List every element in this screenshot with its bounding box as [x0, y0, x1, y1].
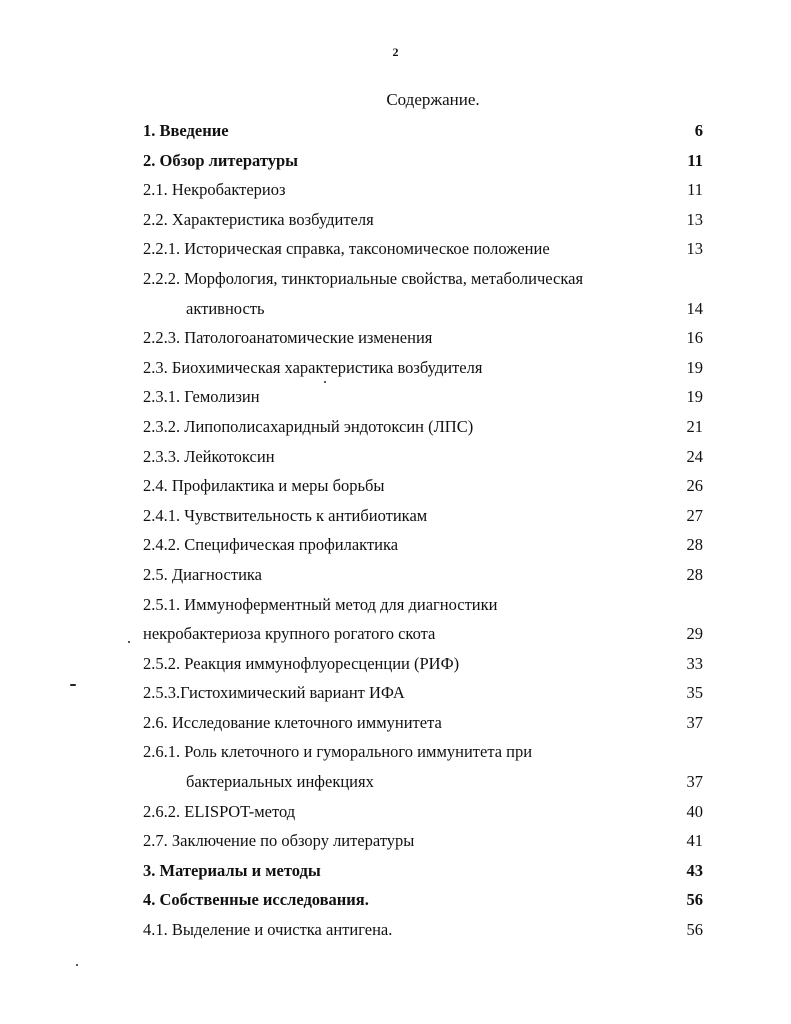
toc-entry-label: 2.3.3. Лейкотоксин: [143, 446, 275, 466]
toc-entry: [143, 856, 703, 886]
toc-entry-label: 2.1. Некробактериоз: [143, 180, 286, 200]
toc-entry-label: 2.5.3.Гистохимический вариант ИФА: [143, 683, 405, 703]
toc-entry: [143, 590, 703, 620]
toc-entry: [143, 885, 703, 915]
toc-entry-page: 29: [686, 624, 703, 644]
toc-entry: [143, 915, 703, 945]
toc-entry-label: 1. Введение: [143, 121, 229, 140]
toc-entry-label: 2.5.1. Иммуноферментный метод для диагностики: [143, 594, 498, 614]
scan-speck: [128, 641, 130, 643]
toc-entry-label: бактериальных инфекциях: [186, 772, 374, 792]
toc-entry: [143, 146, 703, 176]
toc-entry-label: 4. Собственные исследования.: [143, 890, 369, 910]
toc-entry-label: 2.6. Исследование клеточного иммунитета: [143, 712, 442, 732]
toc-entry-page: 19: [686, 387, 703, 407]
toc-entry-page: 6: [694, 121, 703, 140]
toc-entry-label: 2.2.2. Морфология, тинкториальные свойства, метаболическая: [143, 268, 584, 288]
toc-entry: [143, 708, 703, 738]
table-of-contents: [143, 116, 703, 945]
toc-entry-page: 13: [686, 209, 703, 229]
toc-entry: [143, 412, 703, 442]
toc-entry: [143, 471, 703, 501]
toc-entry-label: 2.4.2. Специфическая профилактика: [143, 535, 399, 555]
scan-speck: [76, 964, 78, 966]
toc-entry-page: 16: [686, 328, 703, 348]
toc-entry-page: 35: [686, 683, 703, 703]
toc-entry-label: 4.1. Выделение и очистка антигена.: [143, 920, 393, 940]
toc-entry-page: 56: [686, 890, 703, 910]
toc-entry-label: 2.5. Диагностика: [143, 564, 262, 584]
toc-entry: [143, 530, 703, 560]
toc-entry: [143, 175, 703, 205]
toc-entry: [143, 560, 703, 590]
toc-entry-page: 43: [686, 860, 703, 880]
toc-entry-page: 37: [686, 712, 703, 732]
toc-entry-label: 2.7. Заключение по обзору литературы: [143, 831, 415, 851]
toc-entry: [143, 678, 703, 708]
toc-entry: [143, 619, 703, 649]
toc-entry-label: 2.5.2. Реакция иммунофлуоресценции (РИФ): [143, 653, 460, 673]
toc-entry-page: 41: [686, 831, 703, 851]
toc-entry: [143, 116, 703, 146]
toc-entry-label: 3. Материалы и методы: [143, 860, 321, 880]
toc-entry: [143, 323, 703, 353]
toc-entry-label: 2. Обзор литературы: [143, 150, 299, 170]
toc-entry: [143, 353, 703, 383]
toc-entry-label: некробактериоза крупного рогатого скота: [143, 624, 436, 644]
toc-entry-page: 33: [686, 653, 703, 673]
toc-entry-page: 11: [687, 180, 703, 200]
toc-entry-page: 37: [686, 772, 703, 792]
toc-entry-page: 27: [686, 505, 703, 525]
toc-entry: [143, 767, 703, 797]
toc-entry-label: 2.2. Характеристика возбудителя: [143, 209, 374, 229]
toc-entry-page: 13: [686, 239, 703, 259]
toc-title: Содержание.: [386, 90, 480, 109]
toc-entry-page: 19: [686, 357, 703, 377]
toc-entry-page: 28: [686, 535, 703, 555]
toc-entry-label: 2.2.1. Историческая справка, таксономическое положение: [143, 239, 550, 259]
toc-entry-label: 2.3.1. Гемолизин: [143, 387, 260, 407]
toc-entry: [143, 442, 703, 472]
scan-speck: [70, 684, 76, 686]
toc-entry-label: 2.4.1. Чувствительность к антибиотикам: [143, 505, 428, 525]
toc-entry: [143, 264, 703, 294]
toc-entry-label: 2.3. Биохимическая характеристика возбудителя: [143, 357, 483, 377]
toc-entry-page: 21: [686, 416, 703, 436]
toc-entry-page: 24: [686, 446, 703, 466]
page-number: 2: [392, 45, 399, 59]
toc-entry-label: 2.6.1. Роль клеточного и гуморального иммунитета при: [143, 742, 533, 762]
toc-entry: [143, 294, 703, 324]
scan-speck: [324, 381, 326, 383]
toc-entry-page: 40: [686, 801, 703, 821]
toc-entry-label: 2.3.2. Липополисахаридный эндотоксин (ЛПС): [143, 416, 474, 436]
toc-entry: [143, 797, 703, 827]
toc-entry: [143, 205, 703, 235]
toc-entry-page: 14: [686, 298, 703, 318]
toc-entry-page: 28: [686, 564, 703, 584]
toc-entry: [143, 649, 703, 679]
toc-entry-label: 2.6.2. ELISPOT-метод: [143, 801, 296, 821]
toc-entry-page: 56: [686, 920, 703, 940]
toc-entry-page: 11: [687, 150, 703, 170]
toc-entry-page: 26: [686, 476, 703, 496]
toc-entry: [143, 382, 703, 412]
toc-entry: [143, 501, 703, 531]
toc-entry: [143, 234, 703, 264]
toc-entry-label: 2.4. Профилактика и меры борьбы: [143, 476, 385, 496]
toc-entry-label: 2.2.3. Патологоанатомические изменения: [143, 328, 433, 348]
toc-entry-label: активность: [186, 298, 265, 318]
toc-entry: [143, 826, 703, 856]
toc-entry: [143, 737, 703, 767]
